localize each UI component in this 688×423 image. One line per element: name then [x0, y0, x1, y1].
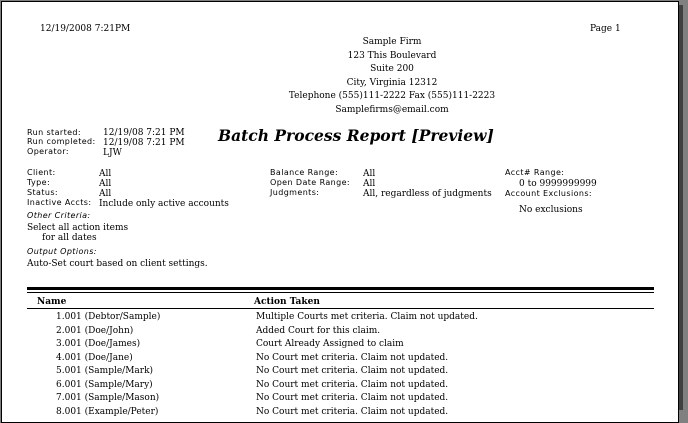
open-date-value: All — [363, 179, 376, 189]
run-completed-label: Run completed: — [27, 137, 96, 146]
firm-name: Sample Firm — [362, 37, 422, 47]
row-name: 3.001 (Doe/James) — [56, 339, 141, 349]
inactive-label: Inactive Accts: — [27, 198, 92, 207]
row-action: No Court met criteria. Claim not updated. — [256, 366, 449, 376]
row-name: 7.001 (Sample/Mason) — [56, 393, 160, 403]
run-completed-value: 12/19/08 7:21 PM — [103, 138, 185, 148]
judgments-label: Judgments: — [270, 188, 320, 197]
type-label: Type: — [27, 178, 51, 187]
type-value: All — [99, 179, 112, 189]
table-row — [2, 380, 678, 394]
inactive-value: Include only active accounts — [99, 199, 229, 209]
row-name: 5.001 (Sample/Mark) — [56, 366, 154, 376]
operator-label: Operator: — [27, 147, 69, 156]
row-action: No Court met criteria. Claim not updated. — [256, 393, 449, 403]
header-underline — [27, 308, 654, 309]
table-row — [2, 407, 678, 421]
operator-value: LJW — [103, 148, 122, 158]
balance-label: Balance Range: — [270, 168, 339, 177]
other-criteria-label: Other Criteria: — [27, 211, 91, 220]
table-row — [2, 393, 678, 407]
section-divider-thin — [27, 292, 654, 293]
firm-block — [172, 36, 612, 117]
output-options-label: Output Options: — [27, 247, 97, 256]
open-date-label: Open Date Range: — [270, 178, 351, 187]
other-criteria-line2: for all dates — [42, 233, 97, 243]
table-row — [2, 312, 678, 326]
status-value: All — [99, 189, 112, 199]
firm-email: Samplefirms@email.com — [335, 104, 449, 115]
firm-phone: Telephone (555)111-2222 Fax (555)111-2223 — [288, 91, 496, 101]
row-action: No Court met criteria. Claim not updated. — [256, 352, 449, 363]
status-label: Status: — [27, 188, 58, 197]
judgments-value: All, regardless of judgments — [363, 189, 492, 199]
row-name: 6.001 (Sample/Mary) — [56, 379, 153, 390]
run-started-value: 12/19/08 7:21 PM — [103, 128, 185, 138]
firm-address2: Suite 200 — [370, 64, 414, 74]
firm-address1: 123 This Boulevard — [347, 50, 437, 61]
acct-range-value: 0 to 9999999999 — [519, 179, 597, 189]
exclusions-value: No exclusions — [519, 205, 583, 215]
page-shadow — [679, 5, 683, 410]
other-criteria-line1: Select all action items — [27, 223, 129, 233]
table-row — [2, 353, 678, 367]
row-action: No Court met criteria. Claim not updated. — [256, 406, 449, 417]
row-action: Multiple Courts met criteria. Claim not updated. — [256, 312, 478, 322]
client-label: Client: — [27, 168, 56, 177]
balance-value: All — [363, 169, 376, 179]
firm-city: City, Virginia 12312 — [346, 77, 438, 88]
row-action: No Court met criteria. Claim not updated. — [256, 379, 449, 390]
page-number: Page 1 — [590, 24, 621, 34]
client-value: All — [99, 169, 112, 179]
row-name: 4.001 (Doe/Jane) — [56, 352, 133, 363]
report-date-time: 12/19/2008 7:21PM — [40, 24, 131, 34]
column-header-action: Action Taken — [254, 297, 320, 307]
table-row — [2, 326, 678, 340]
column-header-name: Name — [37, 297, 67, 307]
row-action: Added Court for this claim. — [256, 325, 381, 336]
acct-range-label: Acct# Range: — [505, 168, 565, 177]
section-divider-thick — [27, 287, 654, 290]
run-started-label: Run started: — [27, 128, 82, 137]
row-name: 2.001 (Doe/John) — [56, 325, 134, 336]
report-title: Batch Process Report [Preview] — [218, 126, 494, 145]
output-options-line1: Auto-Set court based on client settings. — [27, 259, 208, 269]
table-row — [2, 339, 678, 353]
table-row — [2, 366, 678, 380]
row-name: 1.001 (Debtor/Sample) — [56, 312, 161, 322]
report-page — [1, 1, 679, 423]
row-name: 8.001 (Example/Peter) — [56, 406, 159, 417]
row-action: Court Already Assigned to claim — [256, 339, 404, 349]
exclusions-label: Account Exclusions: — [505, 189, 593, 198]
